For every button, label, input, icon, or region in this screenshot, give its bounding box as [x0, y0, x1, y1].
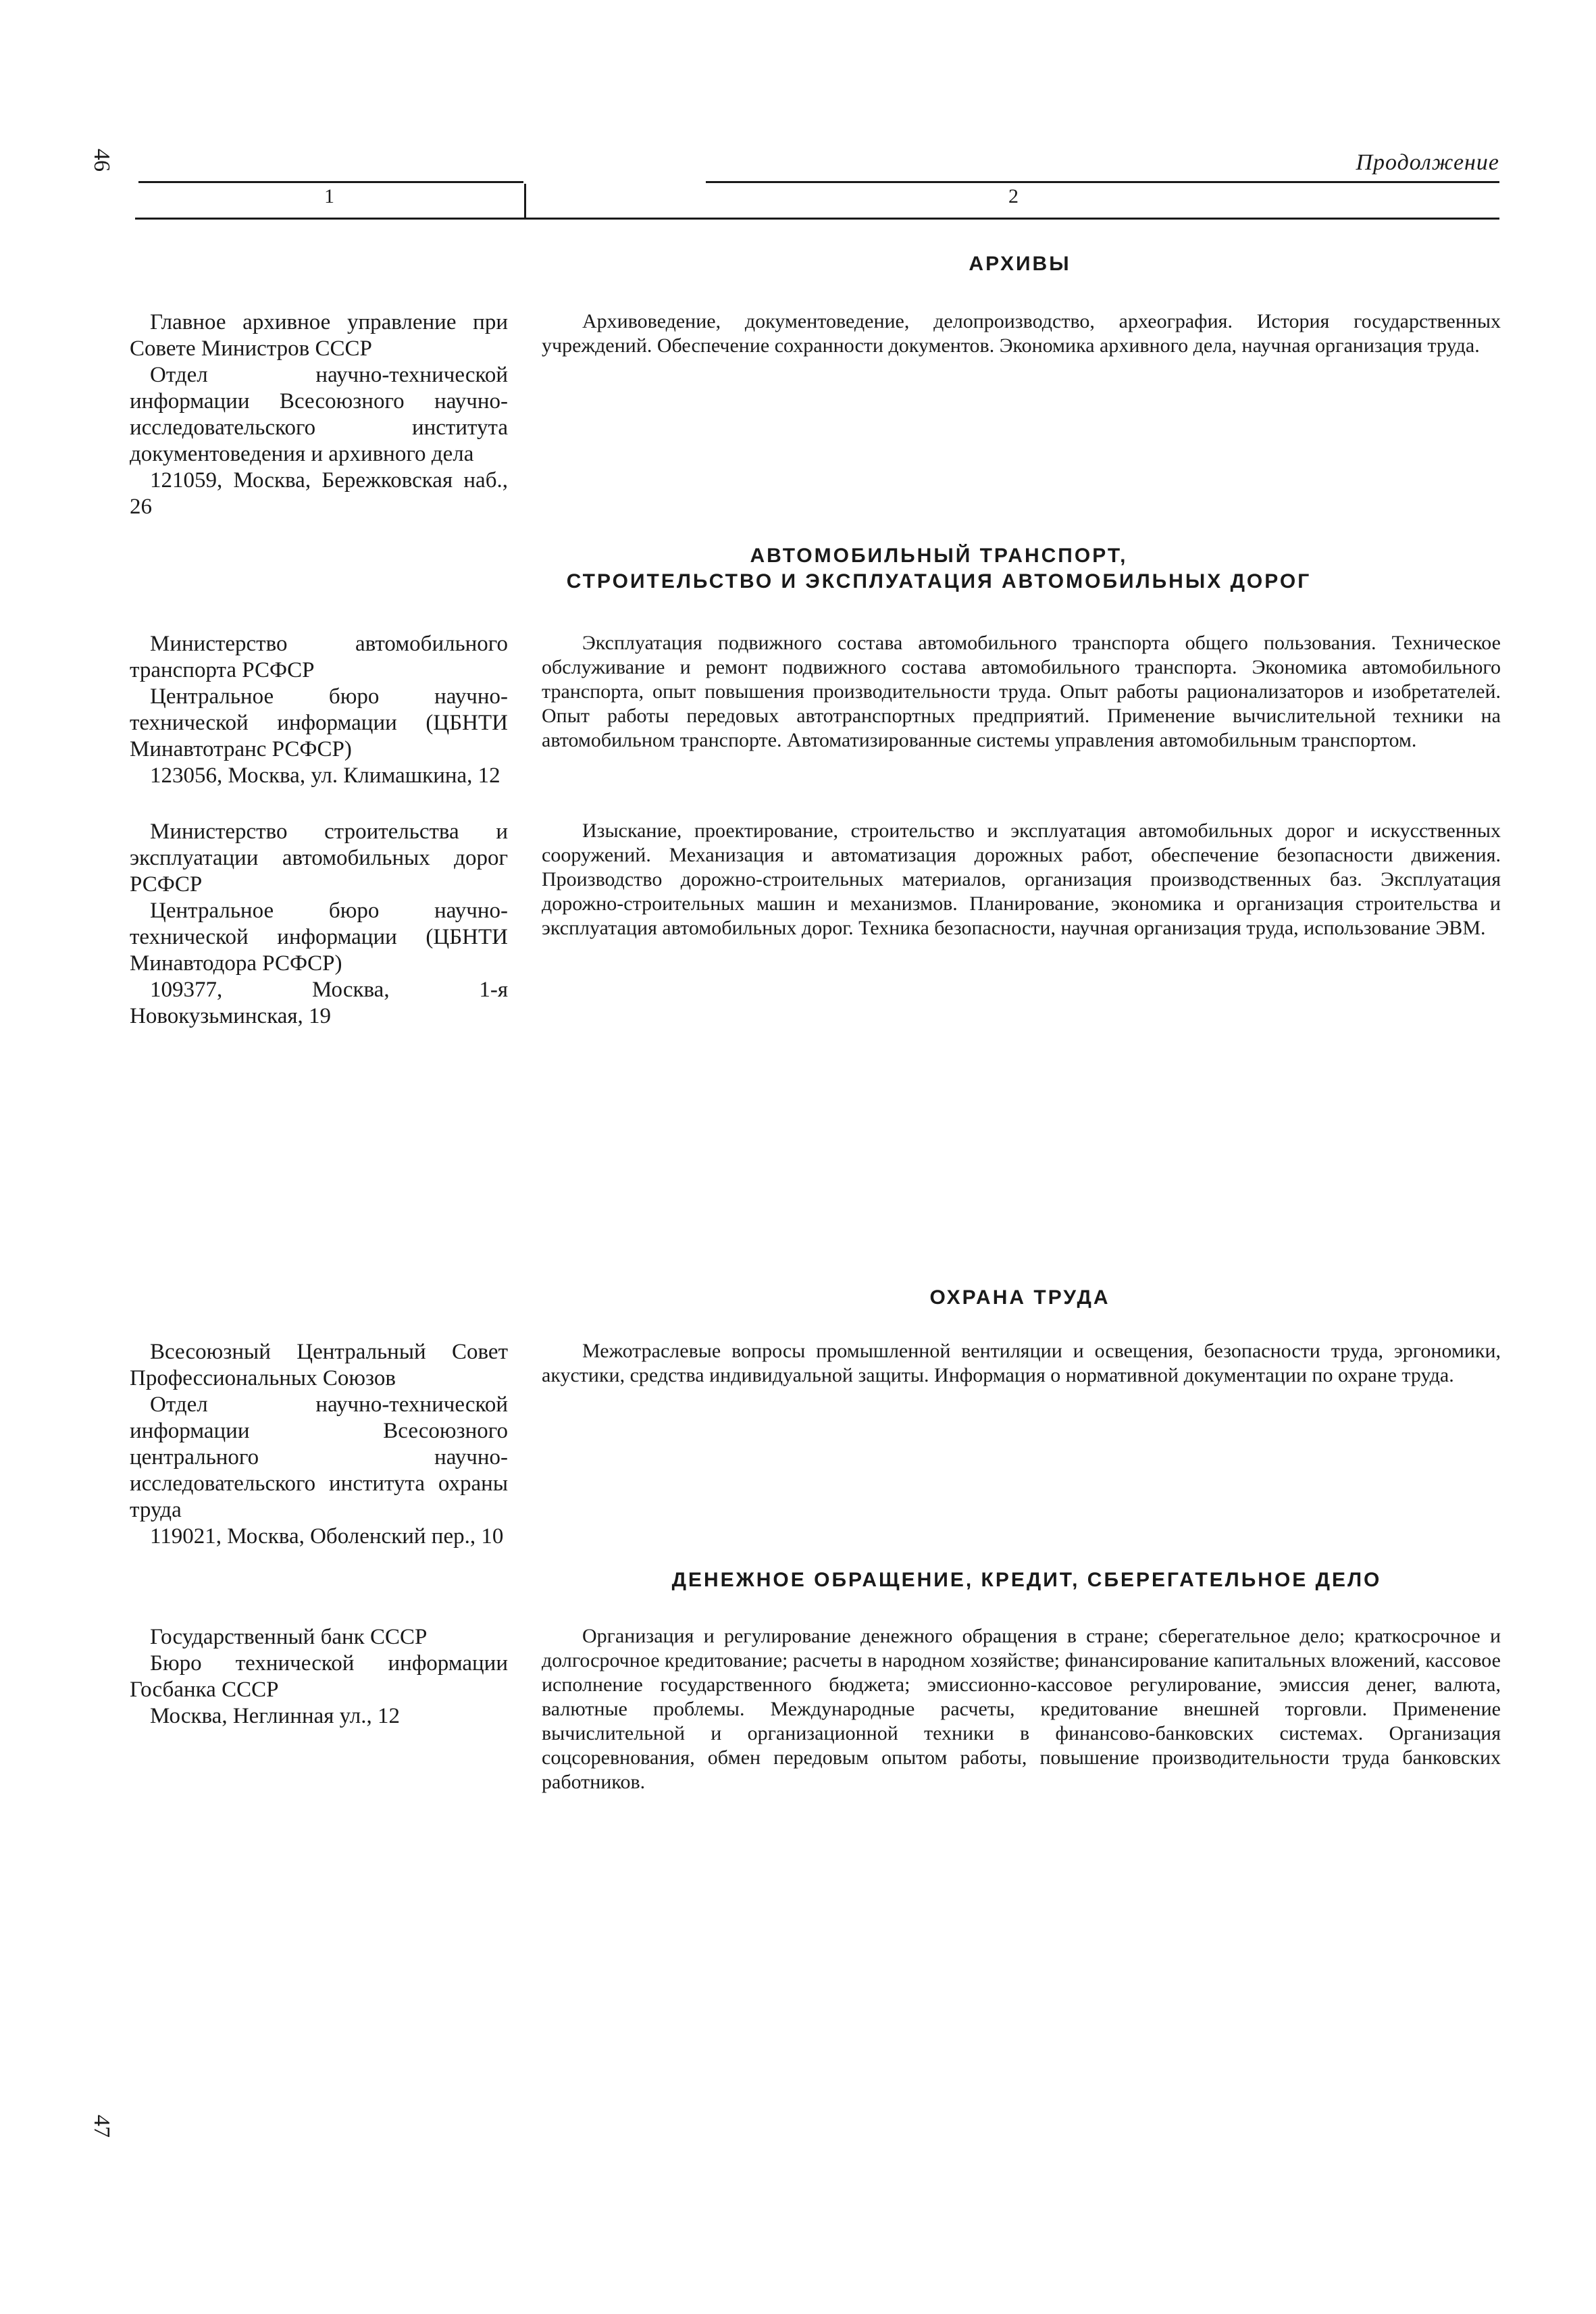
- section-title-labor-safety: ОХРАНА ТРУДА: [929, 1286, 1110, 1309]
- org-department: Бюро технической информации Госбанка СССР: [130, 1651, 508, 1702]
- column-header-1: 1: [324, 185, 334, 207]
- org-name: Министерство строительства и эксплуатации автомобильных дорог РСФСР: [130, 820, 508, 897]
- description-text: Организация и регулирование денежного обращения в стране; сберегательное дело; краткосрочное и долгосрочное кредитование; расчеты в народном хозяйстве; финансирование капитальных вложений, кассовое исполнение государственного бюджета; эмиссионно-кассовое регулирование, эмиссия денег, валюта, валютные проблемы. Международные расчеты, кредитование внешней торговли. Применение вычислительной и организационной техники в финансово-банковских системах. Организация соцсоревнования, обмен передовым опытом работы, повышение производительности труда банковских работников.: [542, 1625, 1501, 1793]
- section-title-line-2: СТРОИТЕЛЬСТВО И ЭКСПЛУАТАЦИЯ АВТОМОБИЛЬНЫХ ДОРОГ: [566, 570, 1312, 593]
- road-construction-description: [542, 819, 1501, 940]
- section-title-auto-transport: [365, 543, 1513, 595]
- org-address: 123056, Москва, ул. Климашкина, 12: [150, 763, 500, 788]
- org-department: Отдел научно-технической информации Всесоюзного научно-исследовательского института документоведения и архивного дела: [130, 363, 508, 466]
- section-title-money-credit: ДЕНЕЖНОЕ ОБРАЩЕНИЕ, КРЕДИТ, СБЕРЕГАТЕЛЬНОЕ ДЕЛО: [671, 1569, 1382, 1591]
- org-department: Центральное бюро научно-технической информации (ЦБНТИ Минавтотранс РСФСР): [130, 684, 508, 761]
- header-rule-top-left: [138, 181, 523, 183]
- org-department: Отдел научно-технической информации Всесоюзного центрального научно-исследовательского института охраны труда: [130, 1392, 508, 1522]
- labor-safety-description: [542, 1339, 1501, 1388]
- org-address: 119021, Москва, Оболенский пер., 10: [150, 1524, 504, 1549]
- auto-transport-description: [542, 631, 1501, 753]
- org-department: Центральное бюро научно-технической информации (ЦБНТИ Минавтодора РСФСР): [130, 899, 508, 976]
- column-header-2: 2: [1008, 185, 1019, 207]
- archives-description: [542, 309, 1501, 358]
- org-name: Главное архивное управление при Совете Министров СССР: [130, 310, 508, 361]
- road-construction-organization: [130, 819, 508, 1030]
- description-text: Архивоведение, документоведение, делопроизводство, археография. История государственных учреждений. Обеспечение сохранности документов. Экономика архивного дела, научная организация труда.: [542, 310, 1501, 357]
- org-name: Министерство автомобильного транспорта РСФСР: [130, 632, 508, 682]
- org-address: Москва, Неглинная ул., 12: [150, 1704, 400, 1728]
- org-name: Всесоюзный Центральный Совет Профессиональных Союзов: [130, 1340, 508, 1390]
- continuation-label: Продолжение: [1356, 150, 1499, 175]
- org-address: 109377, Москва, 1-я Новокузьминская, 19: [130, 978, 508, 1028]
- description-text: Изыскание, проектирование, строительство и эксплуатация автомобильных дорог и искусственных сооружений. Механизация и автоматизация дорожных работ, обеспечение безопасности движения. Производство дорожно-строительных материалов, организация производственных баз. Эксплуатация дорожно-строительных машин и механизмов. Планирование, экономика и организация строительства и эксплуатация автомобильных дорог. Техника безопасности, научная организация труда, использование ЭВМ.: [542, 820, 1501, 939]
- header-rule-bottom: [135, 218, 1499, 220]
- auto-transport-organization: [130, 631, 508, 789]
- section-title-archives: АРХИВЫ: [969, 253, 1071, 275]
- org-address: 121059, Москва, Бережковская наб., 26: [130, 468, 508, 519]
- header-rule-top-right: [706, 181, 1499, 183]
- description-text: Межотраслевые вопросы промышленной вентиляции и освещения, безопасности труда, эргономики, акустики, средства индивидуальной защиты. Информация о нормативной документации по охране труда.: [542, 1340, 1501, 1386]
- description-text: Эксплуатация подвижного состава автомобильного транспорта общего пользования. Техническое обслуживание и ремонт подвижного состава автомобильного транспорта. Экономика автомобильного транспорта, опыт повышения производительности труда. Опыт работы рационализаторов и изобретателей. Опыт работы передовых автотранспортных предприятий. Применение вычислительной техники на автомобильном транспорте. Автоматизированные системы управления автомобильным транспортом.: [542, 632, 1501, 751]
- labor-safety-organization: [130, 1339, 508, 1550]
- page-number-top: 46: [89, 149, 114, 172]
- money-credit-organization: [130, 1624, 508, 1730]
- org-name: Государственный банк СССР: [150, 1625, 428, 1649]
- section-title-line-1: АВТОМОБИЛЬНЫЙ ТРАНСПОРТ,: [750, 545, 1128, 567]
- column-divider: [524, 184, 526, 218]
- archives-organization: [130, 309, 508, 520]
- page-number-bottom: 47: [89, 2115, 114, 2138]
- money-credit-description: [542, 1624, 1501, 1794]
